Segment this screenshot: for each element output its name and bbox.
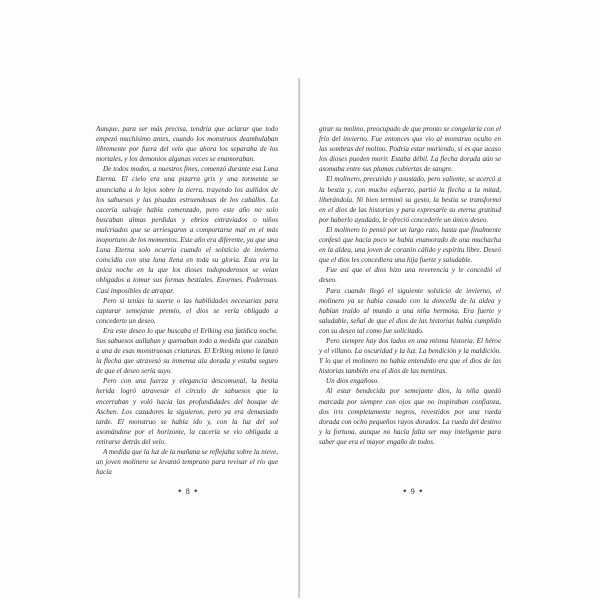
- page-number-right: [383, 487, 443, 496]
- paragraph: Al estar bendecida por semejante dios, la niña quedó marcada por siempre con ojos que no inspiraban confianza, dos iris completamente negros, revestidos por una rueda dorada con ocho pequeños rayos dorados. La rueda del destino y la fortuna, aunque no hacía falta ser muy inteligente para saber que era el mayor engaño de todos.: [319, 387, 501, 446]
- paragraph: Un dios engañoso.: [326, 377, 380, 386]
- paragraph: El molinero, precavido y asustado, pero valiente, se acercó a la bestia y, con mucho esfuerzo, partió la flecha a la mitad, liberándola. Ni bien terminó su gesto, la bestia se transformó en el dios de las historias y para expresarle su eterna gratitud por haberlo ayudado, le ofreció concederle un único deseo.: [319, 175, 501, 224]
- paragraph: Pero siempre hay dos lados en una misma historia. El héroe y el villano. La oscuridad y la luz. La bendición y la maldición. Y lo que el molinero no había entendido era que el dios de las historias también era el dios de las mentiras.: [319, 336, 501, 376]
- ornament-icon: ✦: [177, 489, 183, 495]
- page-number: 9: [410, 487, 416, 496]
- paragraph: Pero si tenías la suerte o las habilidades necesarias para capturar semejante premio, el dios se vería obligado a concederte un deseo.: [96, 296, 278, 325]
- book-gutter: [298, 78, 300, 598]
- paragraph: Aunque, para ser más precisa, tendría que aclarar que todo empezó muchísimo antes, cuando los monstruos deambulaban libremente por fuera del velo que ahora los separaba de los mortales, y los demonios algunas veces se enamoraban.: [96, 125, 278, 164]
- ornament-icon: ✦: [402, 489, 408, 495]
- paragraph: De todos modos, a nuestros fines, comenzó durante esa Luna Eterna. El cielo era una pizarra gris y una tormenta se anunciaba a lo lejos sobre la tierra, trayendo los aullidos de los sabuesos y las pisadas estruendosas de los caballos. La cacería salvaje había comenzado, pero este año no solo buscaban almas perdidas y ebrios extraviados o niños malcriados que se arriesgaron a comportarse mal en el más inoportuno de los momentos. Este año era diferente, ya que una Luna Eterna solo ocurría cuando el solsticio de invierno coincidía con una luna llena en toda su gloria. Esta era la única noche en la que los dioses todopoderosos se veían obligados a tomar sus formas bestiales. Enormes. Poderosas. Casi imposibles de atrapar.: [96, 165, 278, 295]
- page-number: 8: [185, 487, 191, 496]
- paragraph: Pero con una fuerza y elegancia descomunal, la bestia herida logró atravesar el círculo de sabuesos que la encerraban y voló hacia las profundidades del bosque de Aschen. Los cazadores la siguieron, pero ya era demasiado tarde. El monstruo se había ido y, con la luz del sol asomándose por el horizonte, la cacería se vio obligada a retirarse detrás del velo.: [96, 377, 278, 446]
- paragraph: Era este deseo lo que buscaba el Erlking esa fatídica noche. Sus sabuesos aullaban y quemaban todo a medida que cazaban a una de esas monstruosas criaturas. El Erlking mismo le lanzó la flecha que atravesó su inmensa ala dorada y estaba seguro de que el deseo sería suyo.: [96, 326, 278, 376]
- right-page-text: [319, 124, 501, 447]
- page-number-left: [158, 487, 218, 496]
- paragraph: Para cuando llegó el siguiente solsticio de invierno, el molinero ya se había casado con la doncella de la aldea y habían traído al mundo a una niña hermosa. Era fuerte y saludable, señal de que el dios de las historias había cumplido con su deseo tal como fue solicitado.: [319, 286, 501, 335]
- ornament-icon: ✦: [193, 489, 199, 495]
- paragraph: El molinero lo pensó por un largo rato, hasta que finalmente confesó que hacía poco se había enamorado de una muchacha en la aldea, una joven de corazón cálido y espíritu libre. Deseó que el dios les concediera una hija fuerte y saludable.: [319, 225, 501, 265]
- paragraph: A medida que la luz de la mañana se reflejaba sobre la nieve, un joven molinero se levantó temprano para revisar el río que hacía: [96, 448, 278, 477]
- ornament-icon: ✦: [418, 489, 424, 495]
- paragraph: Fue así que el dios hizo una reverencia y le concedió el deseo.: [319, 266, 501, 285]
- left-page-text: [96, 124, 278, 477]
- paragraph: girar su molino, preocupado de que pronto se congelaría con el frío del invierno. Fue entonces que vio al monstruo oculto en las sombras del molino. Podría estar muriendo, si es que acaso los dioses pueden morir. Estaba débil. La flecha dorada aún se asomaba entre sus plumas cubiertas de sangre.: [319, 125, 501, 174]
